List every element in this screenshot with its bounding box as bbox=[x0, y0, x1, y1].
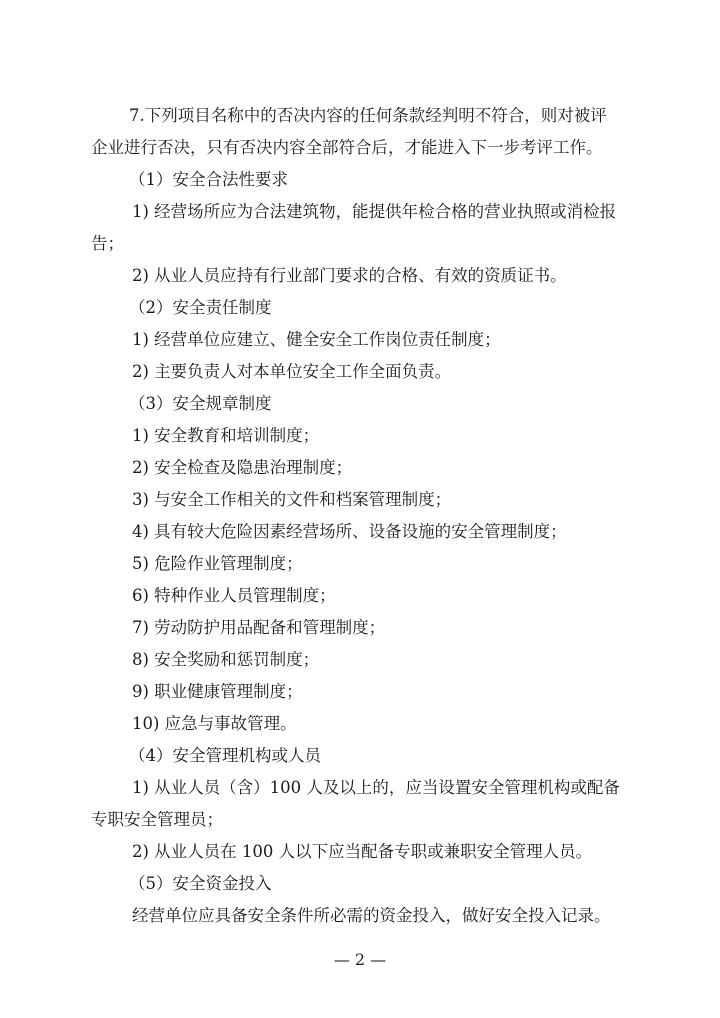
list-item: 1) 安全教育和培训制度； bbox=[132, 426, 320, 445]
intro-line-1: 7.下列项目名称中的否决内容的任何条款经判明不符合，则对被评 bbox=[129, 106, 607, 125]
list-item: 5) 危险作业管理制度； bbox=[132, 554, 303, 573]
list-item: 3) 与安全工作相关的文件和档案管理制度； bbox=[132, 490, 452, 509]
section-heading-1: （1）安全合法性要求 bbox=[129, 170, 288, 189]
list-item: 1) 从业人员（含）100 人及以上的，应当设置安全管理机构或配备 bbox=[132, 778, 620, 797]
list-item: 2) 从业人员在 100 人以下应当配备专职或兼职安全管理人员。 bbox=[132, 842, 593, 861]
section-heading-2: （2）安全责任制度 bbox=[129, 298, 272, 317]
section-heading-4: （4）安全管理机构或人员 bbox=[129, 746, 321, 765]
list-item: 9) 职业健康管理制度； bbox=[132, 682, 303, 701]
list-item: 2) 从业人员应持有行业部门要求的合格、有效的资质证书。 bbox=[132, 266, 567, 285]
intro-line-2: 企业进行否决，只有否决内容全部符合后，才能进入下一步考评工作。 bbox=[91, 138, 603, 157]
list-item-continuation: 专职安全管理员； bbox=[91, 810, 223, 829]
list-item: 6) 特种作业人员管理制度； bbox=[132, 586, 336, 605]
list-item: 4) 具有较大危险因素经营场所、设备设施的安全管理制度； bbox=[132, 522, 567, 541]
document-body bbox=[91, 100, 631, 932]
list-item: 7) 劳动防护用品配备和管理制度； bbox=[132, 618, 386, 637]
list-item: 10) 应急与事故管理。 bbox=[132, 714, 297, 733]
list-item: 1) 经营单位应建立、健全安全工作岗位责任制度； bbox=[132, 330, 501, 349]
section-body-text: 经营单位应具备安全条件所必需的资金投入，做好安全投入记录。 bbox=[132, 906, 611, 925]
list-item: 1) 经营场所应为合法建筑物，能提供年检合格的营业执照或消检报 bbox=[132, 202, 617, 221]
section-heading-5: （5）安全资金投入 bbox=[129, 874, 272, 893]
list-item: 2) 主要负责人对本单位安全工作全面负责。 bbox=[132, 362, 452, 381]
page-number: — 2 — bbox=[333, 950, 387, 969]
section-heading-3: （3）安全规章制度 bbox=[129, 394, 272, 413]
list-item: 2) 安全检查及隐患治理制度； bbox=[132, 458, 353, 477]
list-item-continuation: 告； bbox=[91, 234, 124, 253]
list-item: 8) 安全奖励和惩罚制度； bbox=[132, 650, 320, 669]
